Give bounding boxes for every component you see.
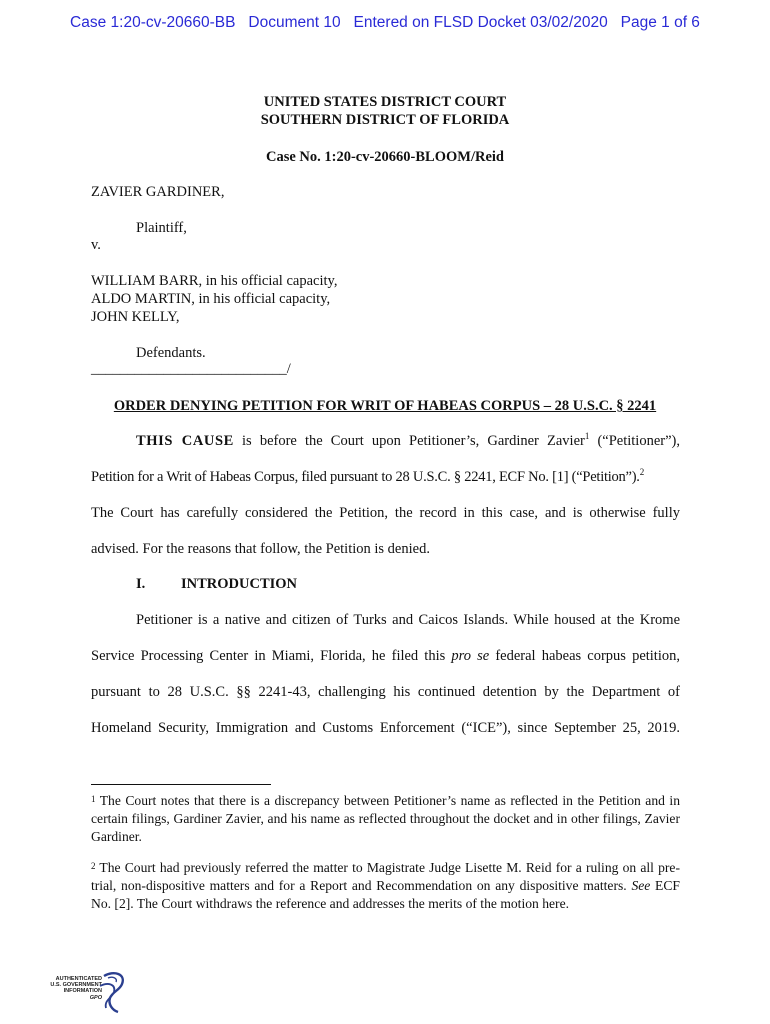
body-line-1: Petitioner is a native and citizen of Turks and Caicos Islands. While housed at the Krome	[136, 612, 680, 628]
defendant-role: Defendants.	[136, 345, 206, 361]
footnote-separator	[91, 784, 271, 785]
footnote-2-mark: 2	[91, 861, 96, 871]
footnote-ref-1: 1	[584, 431, 590, 441]
footnote-2-italic: See	[631, 878, 651, 893]
footnote-2	[91, 859, 680, 913]
body-line-4: Homeland Security, Immigration and Customs Enforcement (“ICE”), since September 25, 2019.	[91, 720, 680, 736]
section-heading: INTRODUCTION	[181, 576, 298, 592]
court-name-line1: UNITED STATES DISTRICT COURT	[263, 94, 507, 110]
seal-line-1: AUTHENTICATED	[55, 976, 102, 982]
defendant-3: JOHN KELLY,	[91, 309, 180, 325]
intro-line-1-text: is before the Court upon Petitioner’s, Gardiner Zavier	[233, 433, 585, 449]
intro-line-1-end: (“Petitioner”),	[589, 433, 680, 449]
intro-line-3: The Court has carefully considered the Petition, the record in this case, and is otherwise fully	[91, 505, 680, 521]
footnote-2-text-b: ECF No. [2]. The Court withdraws the reference and addresses the merits of the motion here.	[91, 878, 680, 911]
docket-page-number: Page 1 of 6	[620, 14, 700, 31]
docket-document-number: Document 10	[248, 14, 341, 31]
body-line-2-italic: pro se	[451, 648, 490, 664]
docket-case-number: Case 1:20-cv-20660-BB	[70, 14, 236, 31]
footnote-2-text-a: The Court had previously referred the matter to Magistrate Judge Lisette M. Reid for a ruling on all pre-trial, non-dispositive matters and for a Report and Recommendation on any dispositive matters.	[91, 860, 680, 893]
defendant-2: ALDO MARTIN, in his official capacity,	[91, 291, 331, 307]
body-line-2	[91, 648, 680, 665]
footnote-1-text: The Court notes that there is a discrepancy between Petitioner’s name as reflected in the Petition and in certain filings, Gardiner Zavier, and his name as reflected throughout the docket and in other filings, Zavier Gardiner.	[91, 793, 680, 844]
body-line-2-b: federal habeas corpus petition,	[489, 648, 680, 664]
case-number: Case No. 1:20-cv-20660-BLOOM/Reid	[265, 149, 504, 165]
this-cause-lead: THIS CAUSE	[136, 433, 234, 449]
order-title: ORDER DENYING PETITION FOR WRIT OF HABEAS CORPUS – 28 U.S.C. § 2241	[113, 398, 657, 414]
intro-line-4: advised. For the reasons that follow, the Petition is denied.	[91, 541, 430, 557]
footnote-1-mark: 1	[91, 794, 96, 804]
intro-line-1	[136, 433, 680, 450]
seal-line-3: INFORMATION	[63, 988, 102, 995]
eagle-icon	[98, 970, 128, 1014]
body-line-3: pursuant to 28 U.S.C. §§ 2241-43, challenging his continued detention by the Department of	[91, 684, 680, 700]
caption-signature-line: ___________________________/	[91, 361, 291, 377]
body-line-2-a: Service Processing Center in Miami, Florida, he filed this	[91, 648, 452, 664]
section-numeral: I.	[136, 576, 146, 592]
intro-line-2-text: Petition for a Writ of Habeas Corpus, filed pursuant to 28 U.S.C. § 2241, ECF No. [1] (“Petition”).	[91, 469, 640, 485]
defendant-1: WILLIAM BARR, in his official capacity,	[91, 273, 338, 289]
court-name-line2: SOUTHERN DISTRICT OF FLORIDA	[260, 112, 510, 128]
seal-line-4: GPO	[89, 994, 102, 1001]
docket-header	[0, 14, 770, 32]
versus: v.	[91, 237, 101, 253]
gpo-authentication-seal	[38, 968, 138, 1016]
intro-line-2	[91, 469, 644, 486]
plaintiff-role: Plaintiff,	[136, 220, 187, 236]
plaintiff-name: ZAVIER GARDINER,	[91, 184, 225, 200]
seal-line-2: U.S. GOVERNMENT	[50, 982, 102, 989]
footnote-ref-2: 2	[639, 467, 644, 477]
docket-entered-date: Entered on FLSD Docket 03/02/2020	[353, 14, 608, 31]
footnote-1	[91, 792, 680, 846]
